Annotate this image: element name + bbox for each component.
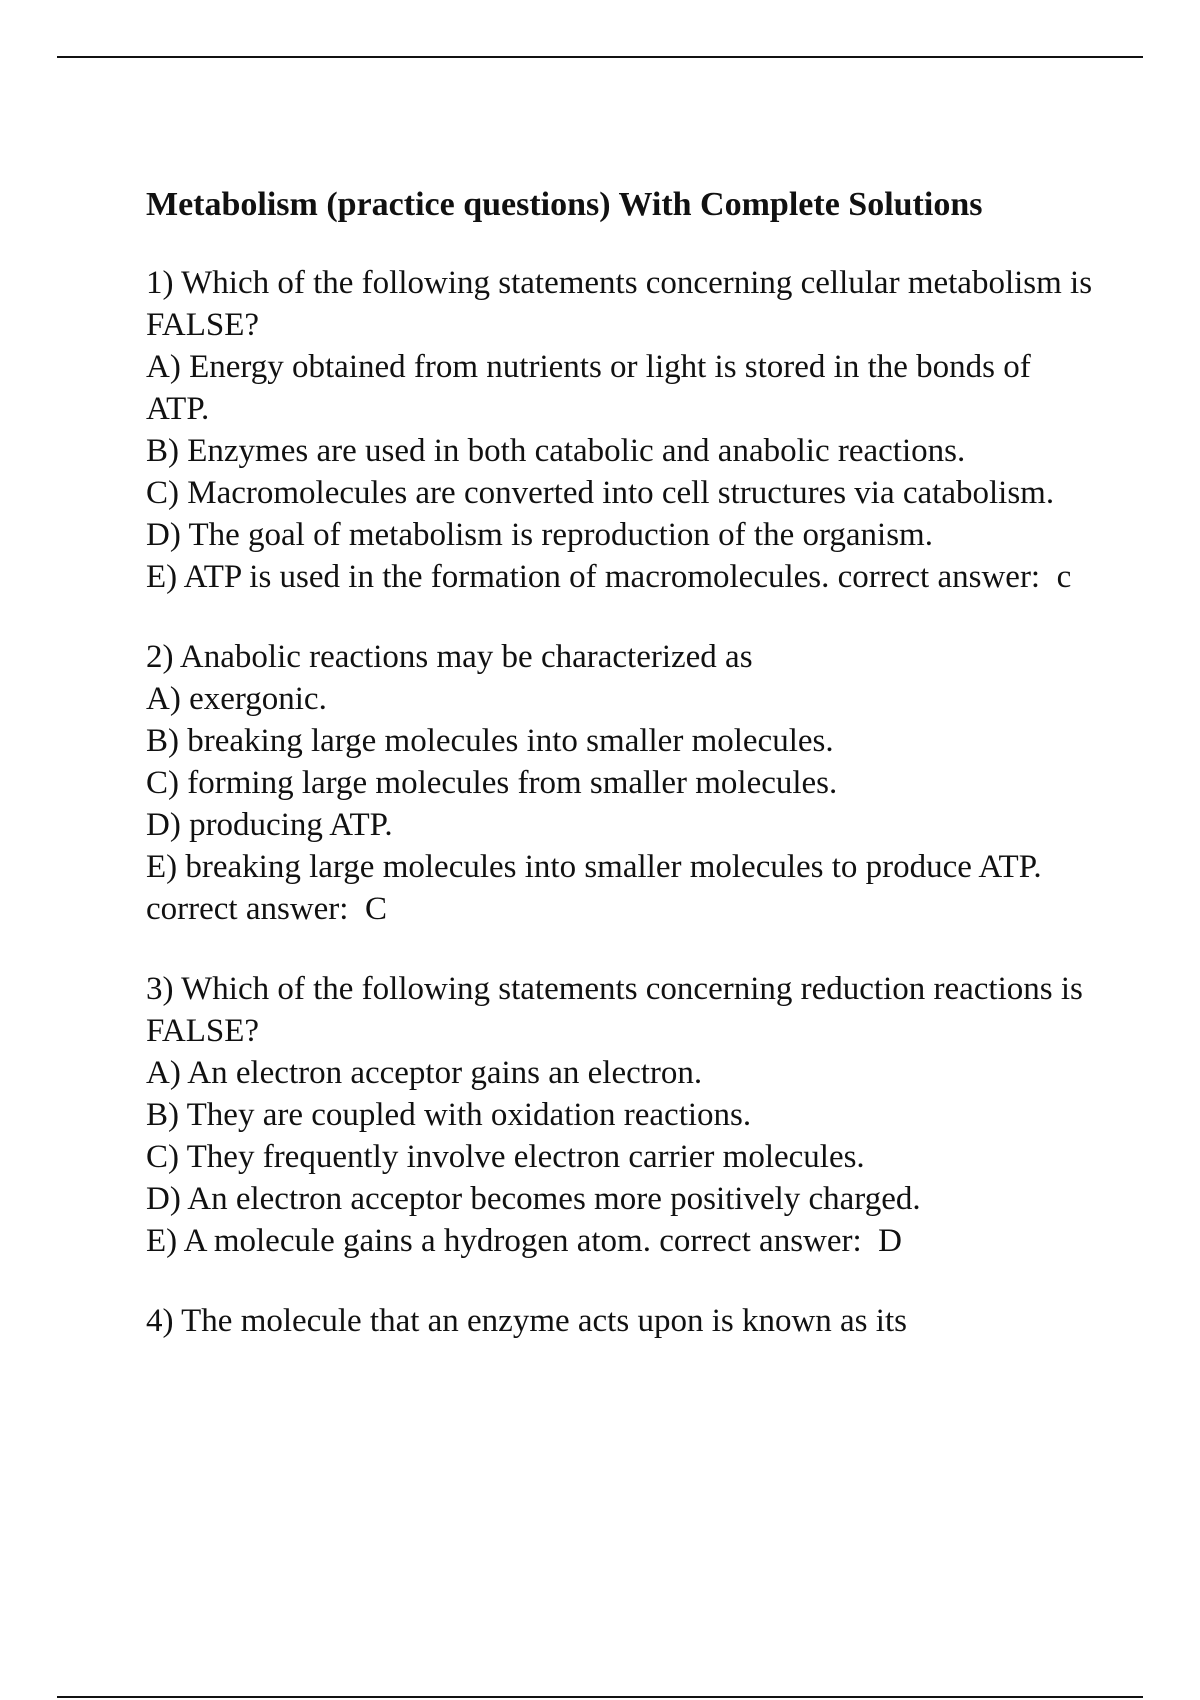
option-e-with-answer [146, 556, 1096, 598]
document-body [146, 183, 1096, 1380]
document-title: Metabolism (practice questions) With Complete Solutions [146, 186, 983, 223]
question-stem: 1) Which of the following statements concerning cellular metabolism is FALSE? [146, 265, 1093, 343]
question-stem: 2) Anabolic reactions may be characterized as [146, 639, 753, 675]
option-e-with-answer [146, 1220, 1096, 1262]
option-b: B) They are coupled with oxidation reactions. [146, 1097, 752, 1133]
option-b: B) Enzymes are used in both catabolic and anabolic reactions. [146, 433, 966, 469]
question-3 [146, 968, 1096, 1262]
question-stem: 4) The molecule that an enzyme acts upon is known as its [146, 1303, 907, 1339]
option-e: E) A molecule gains a hydrogen atom. [146, 1223, 651, 1259]
top-rule [57, 56, 1143, 58]
bottom-rule [57, 1696, 1143, 1698]
option-c: C) Macromolecules are converted into cell structures via catabolism. [146, 475, 1055, 511]
correct-answer: correct answer: D [659, 1223, 903, 1259]
correct-answer: correct answer: C [146, 891, 387, 927]
option-d: D) The goal of metabolism is reproduction of the organism. [146, 517, 933, 553]
question-2 [146, 636, 1096, 930]
option-a: A) exergonic. [146, 681, 327, 717]
option-a: A) An electron acceptor gains an electron. [146, 1055, 703, 1091]
option-d: D) An electron acceptor becomes more positively charged. [146, 1181, 921, 1217]
option-c: C) forming large molecules from smaller molecules. [146, 765, 838, 801]
option-b: B) breaking large molecules into smaller molecules. [146, 723, 834, 759]
option-e: E) breaking large molecules into smaller molecules to produce ATP. [146, 849, 1042, 885]
correct-answer: correct answer: c [837, 559, 1072, 595]
option-a: A) Energy obtained from nutrients or light is stored in the bonds of ATP. [146, 349, 1031, 427]
question-4 [146, 1300, 1096, 1342]
option-c: C) They frequently involve electron carrier molecules. [146, 1139, 865, 1175]
question-stem: 3) Which of the following statements concerning reduction reactions is FALSE? [146, 971, 1083, 1049]
question-1 [146, 262, 1096, 598]
option-e-with-answer [146, 846, 1096, 930]
option-d: D) producing ATP. [146, 807, 393, 843]
option-e: E) ATP is used in the formation of macromolecules. [146, 559, 830, 595]
